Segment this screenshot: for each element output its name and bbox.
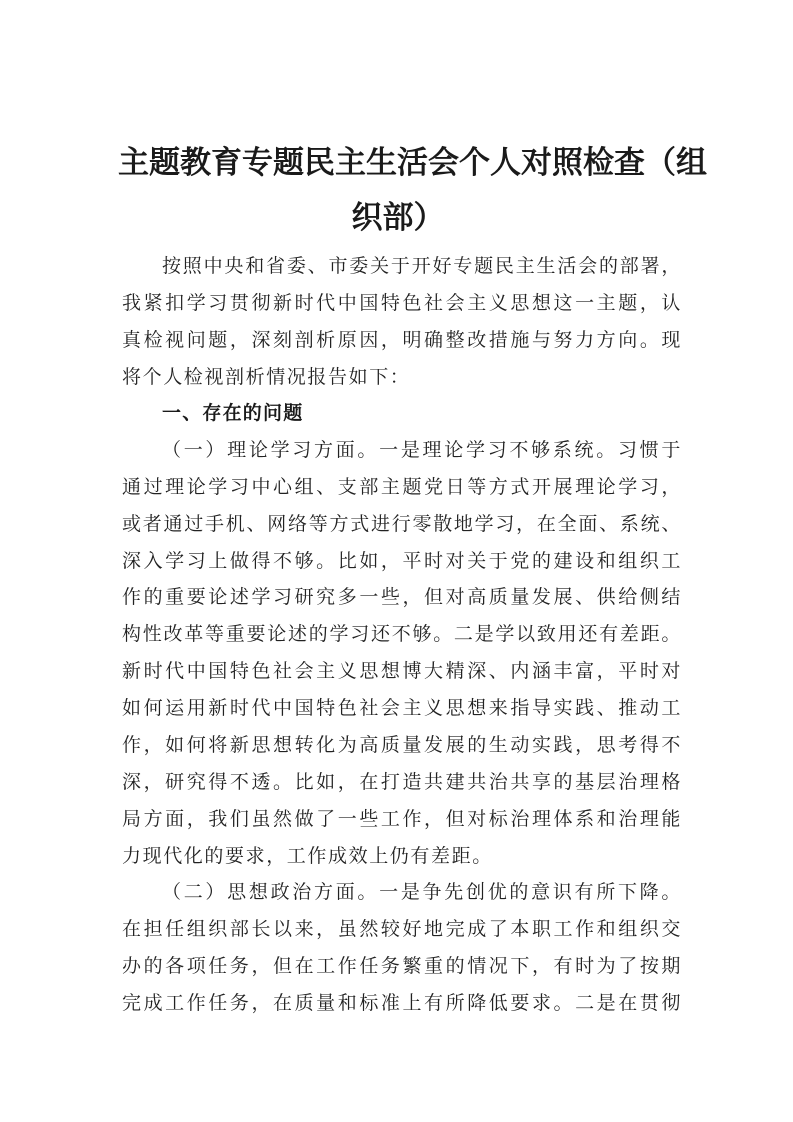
section-heading: 一、存在的问题 [162,402,304,424]
paragraph-line: 构性改革等重要论述的学习还不够。二是学以致用还有差距。 [122,623,682,645]
paragraph-line: 在担任组织部长以来，虽然较好地完成了本职工作和组织交 [122,918,682,940]
paragraph-line: 如何运用新时代中国特色社会主义思想来指导实践、推动工 [122,697,682,719]
intro-line: 将个人检视剖析情况报告如下： [122,366,411,388]
paragraph-line: 完成工作任务，在质量和标准上有所降低要求。二是在贯彻 [122,992,682,1014]
paragraph-line: 深，研究得不透。比如，在打造共建共治共享的基层治理格 [122,771,682,793]
intro-line: 真检视问题，深刻剖析原因，明确整改措施与努力方向。现 [122,329,682,351]
paragraph-line: （一）理论学习方面。一是理论学习不够系统。习惯于 [162,439,682,461]
paragraph-line: 力现代化的要求，工作成效上仍有差距。 [122,845,493,867]
paragraph-line: 新时代中国特色社会主义思想博大精深、内涵丰富，平时对 [122,660,682,682]
document-title-line-1: 主题教育专题民主生活会个人对照检查（组 [118,145,707,181]
paragraph-line: 深入学习上做得不够。比如，平时对关于党的建设和组织工 [122,550,682,572]
paragraph-line: （二）思想政治方面。一是争先创优的意识有所下降。 [162,881,682,903]
paragraph-line: 作的重要论述学习研究多一些，但对高质量发展、供给侧结 [122,586,682,608]
paragraph-line: 或者通过手机、网络等方式进行零散地学习，在全面、系统、 [122,513,682,535]
intro-line: 按照中央和省委、市委关于开好专题民主生活会的部署， [162,255,682,277]
paragraph-line: 局方面，我们虽然做了一些工作，但对标治理体系和治理能 [122,808,682,830]
document-title-line-2: 织部） [351,200,445,236]
paragraph-line: 作，如何将新思想转化为高质量发展的生动实践，思考得不 [122,734,682,756]
paragraph-line: 通过理论学习中心组、支部主题党日等方式开展理论学习， [122,476,682,498]
intro-line: 我紧扣学习贯彻新时代中国特色社会主义思想这一主题，认 [122,292,682,314]
paragraph-line: 办的各项任务，但在工作任务繁重的情况下，有时为了按期 [122,955,682,977]
